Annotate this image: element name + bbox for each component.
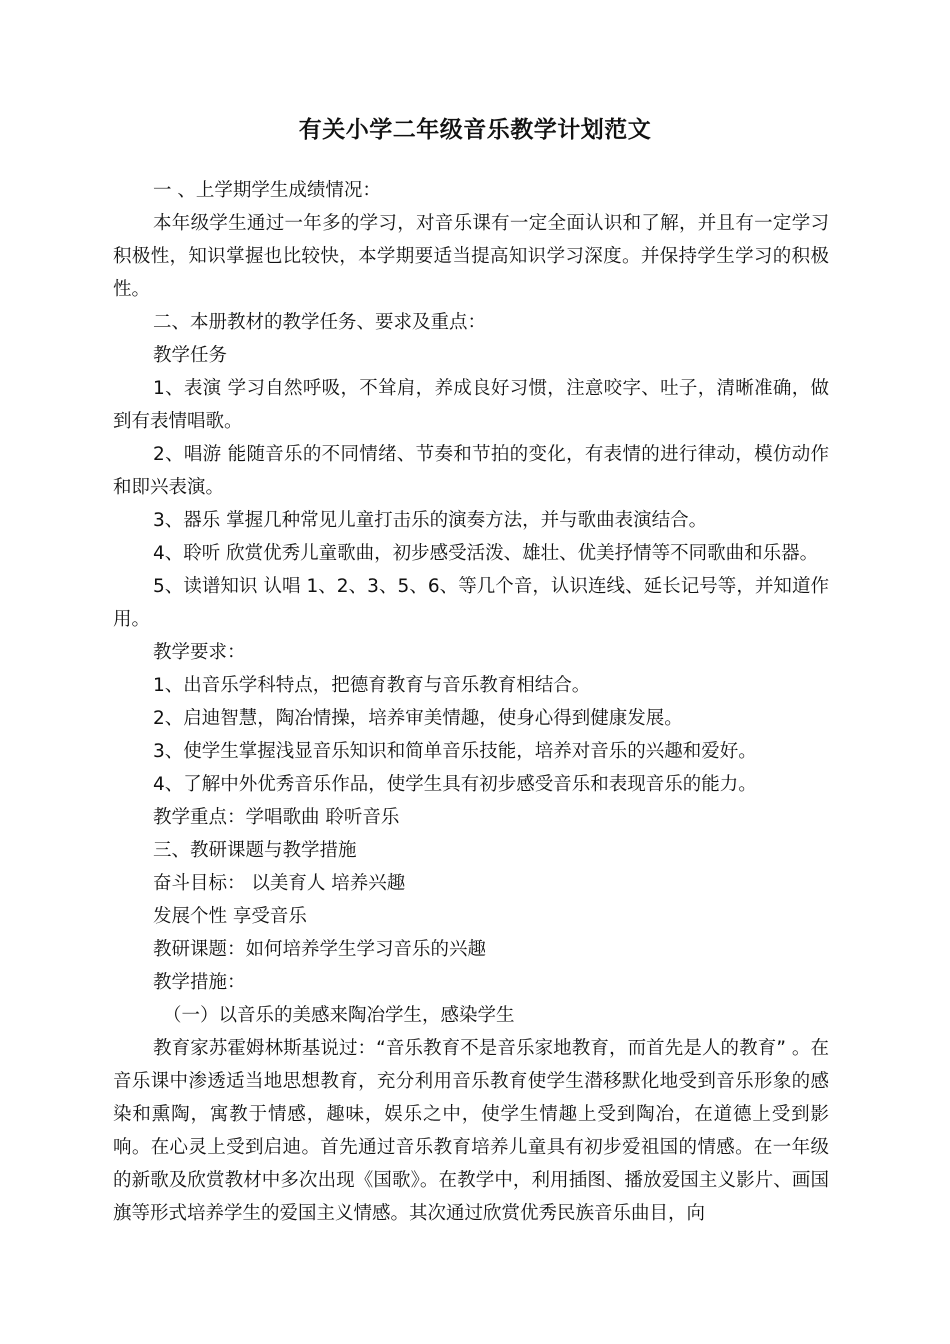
paragraph: 奋斗目标： 以美育人 培养兴趣 (153, 873, 406, 894)
paragraph: 2、启迪智慧，陶冶情操，培养审美情趣，使身心得到健康发展。 (153, 708, 683, 729)
paragraph: 教学任务 (153, 345, 228, 366)
paragraph: 本年级学生通过一年多的学习，对音乐课有一定全面认识和了解，并且有一定学习积极性，知识掌握也比较快，本学期要适当提高知识学习深度。并保持学生学习的积极性。 (113, 213, 829, 300)
paragraph: 一 、上学期学生成绩情况： (153, 180, 381, 201)
paragraph: 2、唱游 能随音乐的不同情绪、节奏和节拍的变化，有表情的进行律动，模仿动作和即兴表演。 (113, 444, 829, 498)
paragraph: 4、了解中外优秀音乐作品，使学生具有初步感受音乐和表现音乐的能力。 (153, 774, 757, 795)
document-title: 有关小学二年级音乐教学计划范文 (298, 117, 652, 143)
document-body (113, 174, 829, 1230)
paragraph: 教学要求： (153, 642, 246, 663)
paragraph: 1、表演 学习自然呼吸，不耸肩，养成良好习惯，注意咬字、吐子，清晰准确，做到有表情唱歌。 (113, 378, 829, 432)
paragraph: 3、器乐 掌握几种常见儿童打击乐的演奏方法，并与歌曲表演结合。 (153, 510, 708, 531)
paragraph: 3、使学生掌握浅显音乐知识和简单音乐技能，培养对音乐的兴趣和爱好。 (153, 741, 757, 762)
paragraph: 二、本册教材的教学任务、要求及重点： (153, 312, 487, 333)
paragraph: 1、出音乐学科特点，把德育教育与音乐教育相结合。 (153, 675, 591, 696)
paragraph: 三、教研课题与教学措施 (153, 840, 357, 861)
paragraph: 4、聆听 欣赏优秀儿童歌曲，初步感受活泼、雄壮、优美抒情等不同歌曲和乐器。 (153, 543, 819, 564)
paragraph: 教学重点：学唱歌曲 聆听音乐 (153, 807, 400, 828)
paragraph: 教学措施： (153, 972, 246, 993)
paragraph: 教育家苏霍姆林斯基说过：“音乐教育不是音乐家地教育，而首先是人的教育” 。在音乐课中渗透适当地思想教育，充分利用音乐教育使学生潜移默化地受到音乐形象的感染和熏陶，寓教于情感，趣味，娱乐之中，使学生情趣上受到陶冶，在道德上受到影响。在心灵上受到启迪。首先通过音乐教育培养儿童具有初步爱祖国的情感。在一年级的新歌及欣赏教材中多次出现《国歌》。在教学中，利用插图、播放爱国主义影片、画国旗等形式培养学生的爱国主义情感。其次通过欣赏优秀民族音乐曲目，向 (113, 1038, 829, 1224)
paragraph: 5、读谱知识 认唱 1、2、3、5、6、等几个音，认识连线、延长记号等，并知道作用。 (113, 576, 829, 630)
paragraph: （一）以音乐的美感来陶冶学生，感染学生 (163, 1005, 515, 1026)
paragraph: 发展个性 享受音乐 (153, 906, 307, 927)
paragraph: 教研课题：如何培养学生学习音乐的兴趣 (153, 939, 487, 960)
